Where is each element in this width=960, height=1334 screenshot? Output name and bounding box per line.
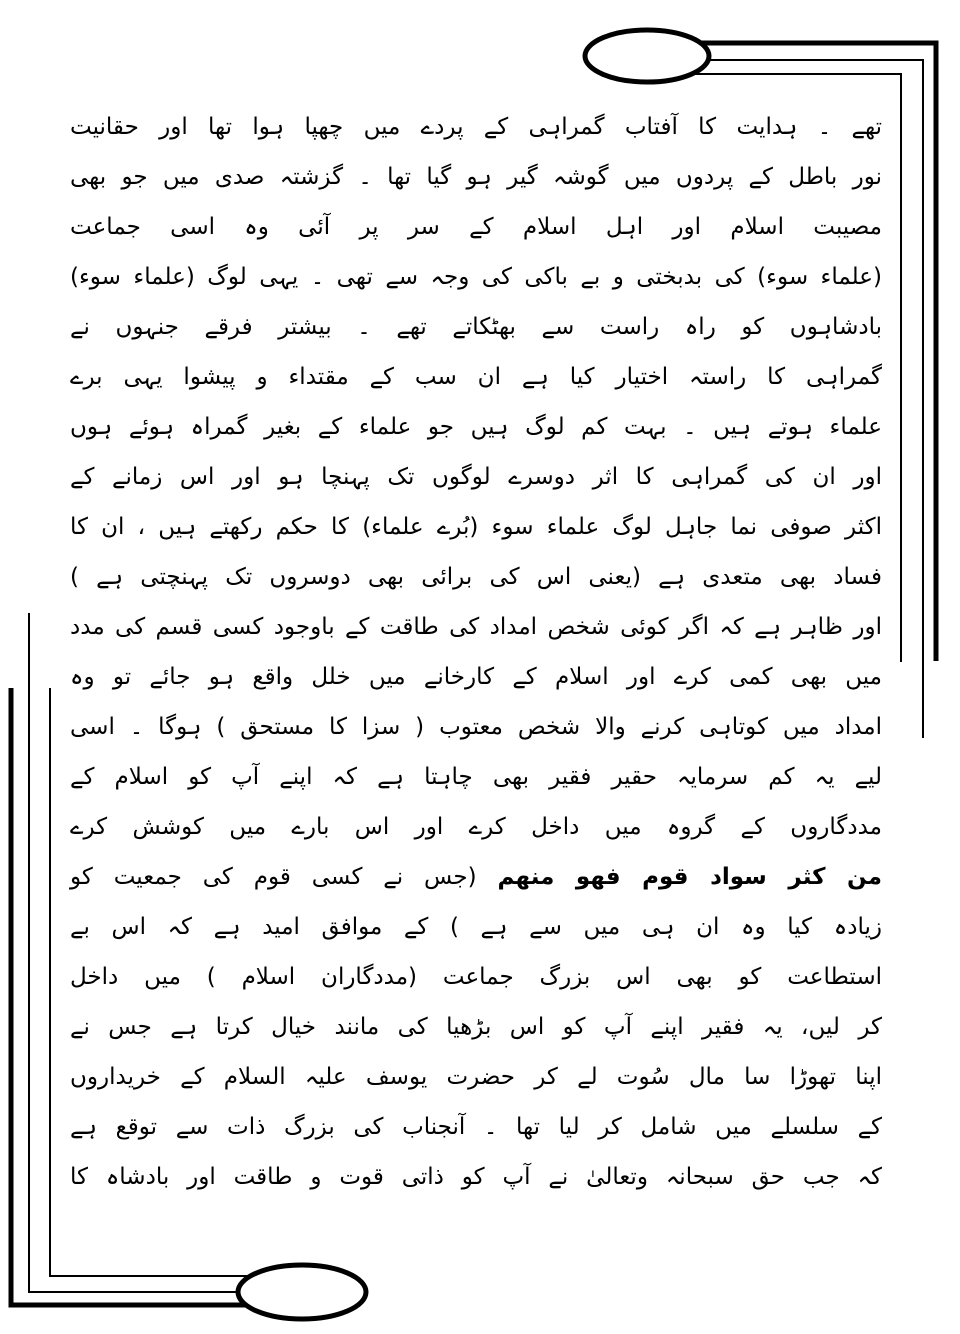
text-line [70,402,882,452]
text-line [70,552,882,602]
text-line [70,952,882,1002]
urdu-text-segment: مصیبت اسلام اور اہل اسلام کے سر پر آئی وہ اسی جماعت [70,214,882,240]
text-line [70,252,882,302]
urdu-text-segment: زیادہ کیا وہ ان ہی میں سے ہے ) کے موافق امید ہے کہ اس بے [70,914,882,940]
ellipse-medallion-top [585,30,709,82]
text-line [70,502,882,552]
text-line [70,1052,882,1102]
urdu-text-segment: (علماء سوء) کی بدبختی و بے باکی کی وجہ سے تھی ۔ یہی لوگ (علماء سوء) [70,264,882,290]
text-line [70,802,882,852]
urdu-text-segment: نور باطل کے پردوں میں گوشہ گیر ہو گیا تھا ۔ گزشتہ صدی میں جو بھی [70,164,882,190]
urdu-text-segment: لیے یہ کم سرمایہ حقیر فقیر بھی چاہتا ہے کہ اپنے آپ کو اسلام کے [70,764,882,790]
urdu-text-segment: گمراہی کا راستہ اختیار کیا ہے ان سب کے مقتداء و پیشوا یہی برے [70,364,882,390]
urdu-text-segment: اور ظاہر ہے کہ اگر کوئی شخص امداد کی طاقت کے باوجود کسی قسم کی مدد [70,614,882,640]
text-line [70,1102,882,1152]
urdu-text-segment: تھے ۔ ہدایت کا آفتاب گمراہی کے پردے میں چھپا ہوا تھا اور حقانیت [70,114,882,140]
text-line [70,852,882,902]
urdu-text-segment: فساد بھی متعدی ہے (یعنی اس کی برائی بھی دوسروں تک پہنچتی ہے ) [70,564,882,590]
text-line [70,1152,882,1202]
text-line [70,702,882,752]
urdu-text-segment: اکثر صوفی نما جاہل لوگ علماء سوء (بُرے علماء) کا حکم رکھتے ہیں ، ان کا [70,514,882,540]
ellipse-medallion-bottom [238,1265,366,1319]
text-line [70,302,882,352]
urdu-text-segment: مددگاروں کے گروہ میں داخل کرے اور اس بارے میں کوشش کرے [70,814,882,840]
text-line [70,752,882,802]
urdu-text-segment: میں بھی کمی کرے اور اسلام کے کارخانے میں خلل واقع ہو جائے تو وہ [70,664,882,690]
urdu-text-segment: بادشاہوں کو راہ راست سے بھٹکاتے تھے ۔ بیشتر فرقے جنہوں نے [70,314,882,340]
urdu-text-segment: استطاعت کو بھی اس بزرگ جماعت (مددگاران اسلام ) میں داخل [70,964,882,990]
urdu-text-segment: (جس نے کسی قوم کی جمعیت کو [70,864,498,890]
text-line [70,652,882,702]
urdu-text-segment: اور ان کی گمراہی کا اثر دوسرے لوگوں تک پہنچا ہو اور اس زمانے کے [70,464,882,490]
text-block [70,102,882,1202]
text-line [70,352,882,402]
text-line [70,902,882,952]
urdu-text-segment: علماء ہوتے ہیں ۔ بہت کم لوگ ہیں جو علماء کے بغیر گمراہ ہوئے ہوں [70,414,882,440]
arabic-bold-phrase: من کثر سواد قوم فهو منهم [497,864,882,890]
text-line [70,602,882,652]
urdu-text-segment: کر لیں، یہ فقیر اپنے آپ کو اس بڑھیا کی مانند خیال کرتا ہے جس نے [70,1014,882,1040]
text-line [70,452,882,502]
urdu-text-segment: اپنا تھوڑا سا مال سُوت لے کر حضرت یوسف علیہ السلام کے خریداروں [70,1064,882,1090]
text-line [70,202,882,252]
urdu-text-segment: کہ جب حق سبحانہ وتعالیٰ نے آپ کو ذاتی قوت و طاقت اور بادشاہ کا [70,1164,882,1190]
text-line [70,152,882,202]
urdu-text-segment: کے سلسلے میں شامل کر لیا تھا ۔ آنجناب کی بزرگ ذات سے توقع ہے [70,1114,882,1140]
text-line [70,102,882,152]
urdu-text-segment: امداد میں کوتاہی کرنے والا شخص معتوب ( سزا کا مستحق ) ہوگا ۔ اسی [70,714,882,740]
text-line [70,1002,882,1052]
